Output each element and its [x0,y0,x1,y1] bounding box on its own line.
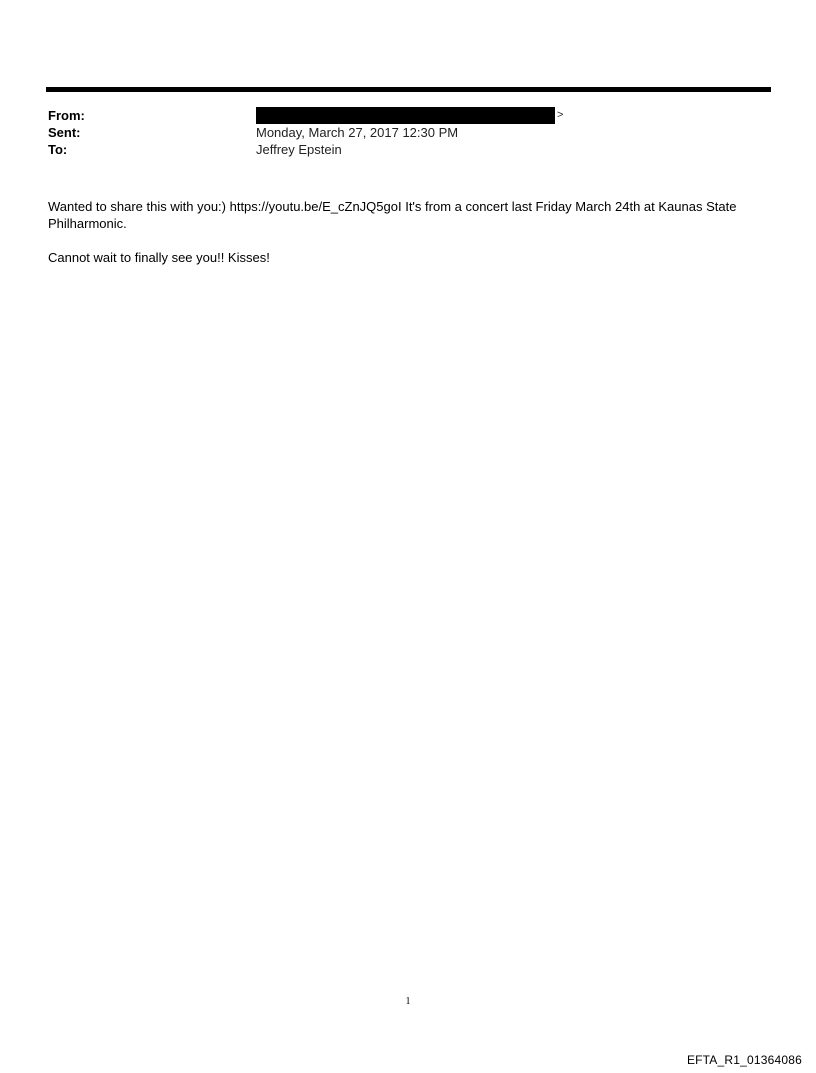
to-label: To: [48,142,68,157]
from-label: From: [48,108,85,123]
to-value: Jeffrey Epstein [256,142,342,157]
from-row [48,107,768,124]
body-paragraph: Wanted to share this with you:) https://youtu.be/E_cZnJQ5goI It's from a concert last Friday March 24th at Kaunas State Philharmonic. [48,199,737,231]
header-divider [46,87,771,92]
sent-row [48,124,768,141]
bates-number: EFTA_R1_01364086 [686,1053,802,1067]
from-value-tail: > [557,109,564,121]
redaction-block [256,107,555,124]
body-paragraph: Cannot wait to finally see you!! Kisses! [48,250,270,265]
email-header [48,107,768,158]
to-row [48,141,768,158]
sent-value: Monday, March 27, 2017 12:30 PM [256,125,459,140]
page-number: 1 [405,996,411,1007]
email-body [48,198,773,283]
sent-label: Sent: [48,125,81,140]
